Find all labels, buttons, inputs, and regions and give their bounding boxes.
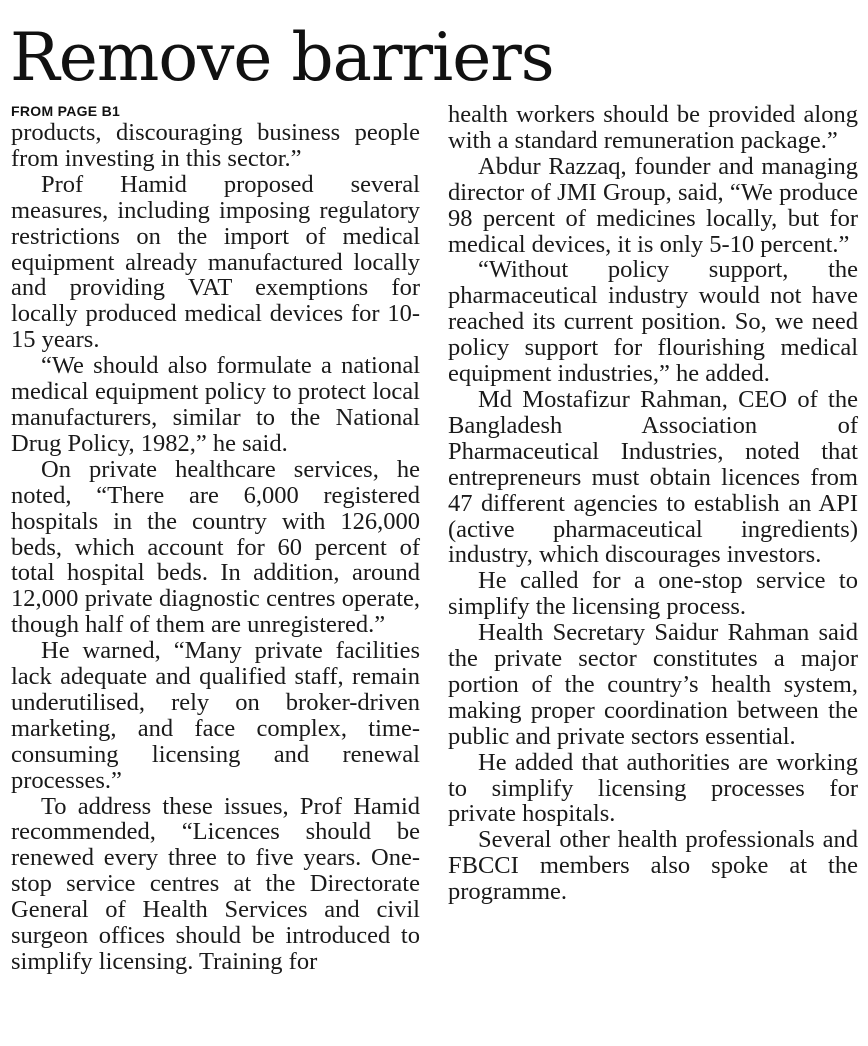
paragraph: Abdur Razzaq, founder and managing director of JMI Group, said, “We produce 98 percent of medicines locally, but for medical devices, it is only 5-10 percent.” <box>448 152 858 258</box>
paragraph: Md Mostafizur Rahman, CEO of the Bangladesh Association of Pharmaceutical Industries, noted that entrepreneurs must obtain licences from 47 different agencies to establish an API (active pharmaceutical ingredients) industry, which discourages investors. <box>448 385 858 569</box>
paragraph: He called for a one-stop service to simplify the licensing process. <box>448 567 858 621</box>
paragraph: He warned, “Many private facilities lack adequate and qualified staff, remain underutilised, rely on broker-driven marketing, and face complex, time-consuming licensing and renewal processes.” <box>11 637 420 794</box>
paragraph: Several other health professionals and FBCCI members also spoke at the programme. <box>448 826 858 906</box>
paragraph: To address these issues, Prof Hamid recommended, “Licences should be renewed every three to five years. One-stop service centres at the Directorate General of Health Services and civil surgeon offices should be introduced to simplify licensing. Training for <box>11 792 420 975</box>
article-column-right <box>448 102 858 905</box>
paragraph: He added that authorities are working to simplify licensing processes for private hospitals. <box>448 748 858 828</box>
paragraph: products, discouraging business people from investing in this sector.” <box>11 119 420 172</box>
paragraph: “We should also formulate a national medical equipment policy to protect local manufacturers, similar to the National Drug Policy, 1982,” he said. <box>11 352 420 457</box>
paragraph: “Without policy support, the pharmaceutical industry would not have reached its current position. So, we need policy support for flourishing medical equipment industries,” he added. <box>448 256 858 388</box>
paragraph: On private healthcare services, he noted, “There are 6,000 registered hospitals in the country with 126,000 beds, which account for 60 percent of total hospital beds. In addition, around 12,000 private diagnostic centres operate, though half of them are unregistered.” <box>11 455 420 639</box>
dateline: FROM PAGE B1 <box>11 103 121 119</box>
article-column-left <box>11 102 420 975</box>
headline: Remove barriers <box>10 19 554 96</box>
paragraph: Health Secretary Saidur Rahman said the private sector constitutes a major portion of the country’s health system, making proper coordination between the public and private sectors essential. <box>448 619 858 750</box>
paragraph: health workers should be provided along with a standard remuneration package.” <box>448 101 858 154</box>
paragraph: Prof Hamid proposed several measures, including imposing regulatory restrictions on the import of medical equipment already manufactured locally and providing VAT exemptions for locally produced medical devices for 10-15 years. <box>11 170 420 354</box>
